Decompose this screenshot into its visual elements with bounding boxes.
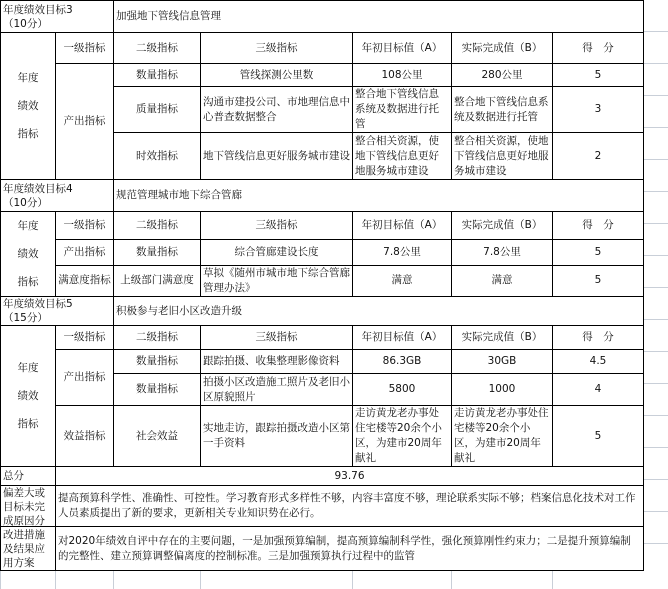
l3-cell[interactable]: 地下管线信息更好服务城市建设 [201, 133, 353, 180]
side-label-line: 年度 [3, 354, 53, 382]
goal-title-5[interactable] [1, 297, 114, 326]
target-cell[interactable]: 86.3GB [353, 350, 452, 374]
header-l3[interactable]: 三级指标 [201, 33, 353, 64]
l2-cell[interactable]: 数量指标 [114, 350, 201, 374]
header-l3[interactable]: 三级指标 [201, 212, 353, 240]
target-cell[interactable]: 整合地下管线信息系统及数据进行托管 [353, 87, 452, 133]
l2-cell[interactable]: 时效指标 [114, 133, 201, 180]
header-actual[interactable]: 实际完成值（B） [452, 212, 553, 240]
empty-cell[interactable] [553, 571, 644, 589]
score-cell[interactable]: 5 [553, 406, 644, 467]
l2-cell[interactable]: 社会效益 [114, 406, 201, 467]
header-target[interactable]: 年初目标值（A） [353, 212, 452, 240]
improvement-row [1, 527, 644, 571]
l3-cell[interactable]: 综合管廊建设长度 [201, 240, 353, 265]
improvement-text[interactable]: 对2020年绩效自评中存在的主要问题，一是加强预算编制，提高预算编制科学性，强化预算刚性约束力；二是提升预算编制的完整性、建立预算调整偏离度的控制标准。三是加强预算执行过程中的监管 [56, 527, 644, 571]
goal-text-5[interactable]: 积极参与老旧小区改造升级 [114, 297, 644, 326]
l1-cell[interactable]: 效益指标 [56, 406, 114, 467]
deviation-row [1, 486, 644, 527]
target-cell[interactable]: 108公里 [353, 64, 452, 87]
header-score[interactable]: 得 分 [553, 326, 644, 350]
actual-cell[interactable]: 整合地下管线信息系统及数据进行托管 [452, 87, 553, 133]
empty-cell[interactable] [452, 571, 553, 589]
header-l2[interactable]: 二级指标 [114, 326, 201, 350]
table-row [1, 265, 644, 296]
side-label-line: 年度 [3, 212, 53, 240]
goal-title-line: 年度绩效目标5 [3, 297, 111, 311]
l2-cell[interactable]: 上级部门满意度 [114, 265, 201, 296]
side-label-line: 指标 [3, 268, 53, 296]
empty-cell[interactable] [1, 571, 56, 589]
sheet-gridlines [643, 0, 668, 561]
score-cell[interactable]: 3 [553, 87, 644, 133]
score-cell[interactable]: 4 [553, 374, 644, 406]
improvement-label[interactable]: 改进措施及结果应用方案 [1, 527, 56, 571]
actual-cell[interactable]: 1000 [452, 374, 553, 406]
side-label[interactable] [1, 33, 56, 180]
l3-cell[interactable]: 实地走访，跟踪拍摄改造小区第一手资料 [201, 406, 353, 467]
side-label[interactable] [1, 212, 56, 297]
header-row [1, 33, 644, 64]
target-cell[interactable]: 7.8公里 [353, 240, 452, 265]
table-row [1, 350, 644, 374]
deviation-text[interactable]: 提高预算科学性、准确性、可控性。学习教育形式多样性不够，内容丰富度不够，理论联系实际不够；档案信息化技术对工作人员素质提出了新的要求，更新相关专业知识势在必行。 [56, 486, 644, 527]
target-cell[interactable]: 走访黄龙老办事处住宅楼等20余个小区，为建市20周年献礼 [353, 406, 452, 467]
target-cell[interactable]: 整合相关资源，使地下管线信息更好地服务城市建设 [353, 133, 452, 180]
side-label-line: 指标 [3, 120, 53, 148]
header-target[interactable]: 年初目标值（A） [353, 33, 452, 64]
header-l2[interactable]: 二级指标 [114, 33, 201, 64]
side-label-line: 指标 [3, 410, 53, 438]
l3-cell[interactable]: 跟踪拍摄、收集整理影像资料 [201, 350, 353, 374]
goal-points: （10分） [3, 17, 111, 31]
total-row [1, 467, 644, 486]
actual-cell[interactable]: 整合相关资源，使地下管线信息更好地服务城市建设 [452, 133, 553, 180]
header-l1[interactable]: 一级指标 [56, 326, 114, 350]
l1-cell[interactable]: 满意度指标 [56, 265, 114, 296]
header-row [1, 212, 644, 240]
l2-cell[interactable]: 数量指标 [114, 64, 201, 87]
total-value[interactable]: 93.76 [56, 467, 644, 486]
header-target[interactable]: 年初目标值（A） [353, 326, 452, 350]
header-actual[interactable]: 实际完成值（B） [452, 326, 553, 350]
deviation-label[interactable] [1, 486, 56, 527]
goal-title-4[interactable] [1, 180, 114, 212]
target-cell[interactable]: 5800 [353, 374, 452, 406]
side-label-line: 绩效 [3, 382, 53, 410]
empty-cell[interactable] [56, 571, 114, 589]
header-row [1, 326, 644, 350]
l3-cell[interactable]: 沟通市建投公司、市地理信息中心普查数据整合 [201, 87, 353, 133]
l3-cell[interactable]: 管线探测公里数 [201, 64, 353, 87]
deviation-label-text: 偏差大或目标未完成原因分 [3, 486, 53, 526]
header-score[interactable]: 得 分 [553, 212, 644, 240]
table-row [1, 240, 644, 265]
l2-cell[interactable]: 质量指标 [114, 87, 201, 133]
l1-cell[interactable]: 产出指标 [56, 350, 114, 406]
table-row [1, 64, 644, 87]
goal-row-5 [1, 297, 644, 326]
table-row [1, 406, 644, 467]
header-l2[interactable]: 二级指标 [114, 212, 201, 240]
goal-title-3[interactable] [1, 1, 114, 33]
side-label-line: 绩效 [3, 92, 53, 120]
empty-row [1, 571, 644, 589]
empty-cell[interactable] [353, 571, 452, 589]
header-l3[interactable]: 三级指标 [201, 326, 353, 350]
header-l1[interactable]: 一级指标 [56, 212, 114, 240]
header-l1[interactable]: 一级指标 [56, 33, 114, 64]
actual-cell[interactable]: 30GB [452, 350, 553, 374]
target-cell[interactable]: 满意 [353, 265, 452, 296]
score-cell[interactable]: 4.5 [553, 350, 644, 374]
l1-cell[interactable]: 产出指标 [56, 240, 114, 265]
goal-text-4[interactable]: 规范管理城市地下综合管廊 [114, 180, 644, 212]
l2-cell[interactable]: 数量指标 [114, 240, 201, 265]
goal-points: （15分） [3, 311, 111, 325]
score-cell[interactable]: 2 [553, 133, 644, 180]
empty-cell[interactable] [114, 571, 201, 589]
actual-cell[interactable]: 280公里 [452, 64, 553, 87]
goal-row-4 [1, 180, 644, 212]
l2-cell[interactable]: 数量指标 [114, 374, 201, 406]
score-cell[interactable]: 5 [553, 265, 644, 296]
l3-cell[interactable]: 拍摄小区改造施工照片及老旧小区原貌照片 [201, 374, 353, 406]
header-score[interactable]: 得 分 [553, 33, 644, 64]
goal-points: （10分） [3, 196, 111, 210]
l3-cell[interactable]: 草拟《随州市城市地下综合管廊管理办法》 [201, 265, 353, 296]
actual-cell[interactable]: 7.8公里 [452, 240, 553, 265]
l1-cell[interactable]: 产出指标 [56, 64, 114, 180]
actual-cell[interactable]: 满意 [452, 265, 553, 296]
goal-title-line: 年度绩效目标4 [3, 182, 111, 196]
side-label[interactable] [1, 326, 56, 467]
score-cell[interactable]: 5 [553, 240, 644, 265]
side-label-line: 年度 [3, 64, 53, 92]
actual-cell[interactable]: 走访黄龙老办事处住宅楼等20余个小区，为建市20周年献礼 [452, 406, 553, 467]
side-label-line: 绩效 [3, 240, 53, 268]
header-actual[interactable]: 实际完成值（B） [452, 33, 553, 64]
goal-row-3 [1, 1, 644, 33]
score-cell[interactable]: 5 [553, 64, 644, 87]
goal-title-line: 年度绩效目标3 [3, 3, 111, 17]
goal-text-3[interactable]: 加强地下管线信息管理 [114, 1, 644, 33]
total-label[interactable]: 总分 [1, 467, 56, 486]
empty-cell[interactable] [201, 571, 353, 589]
